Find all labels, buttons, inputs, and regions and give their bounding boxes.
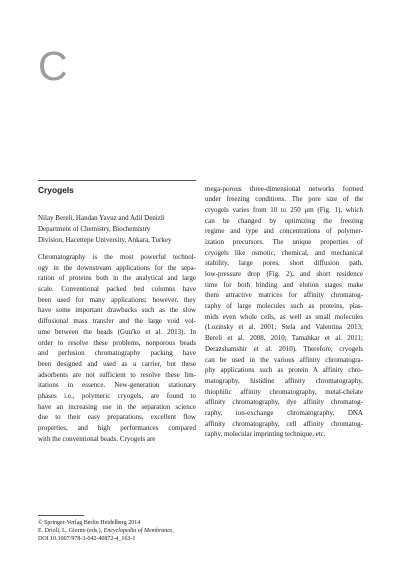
citation-line: [38, 527, 238, 535]
text-line: been designed and used as a carrier, but these: [38, 359, 196, 368]
text-line: Chromatography is the most powerful technol-: [38, 253, 196, 261]
text-line: affinity chromatography, dye affinity chromatog-: [205, 398, 363, 407]
body-column-right: [205, 184, 363, 441]
text-line: matography, histidine affinity chromatography,: [205, 376, 363, 385]
text-line: been used for many applications; however, they: [38, 295, 196, 304]
text-line: have some important drawbacks such as the slow: [38, 306, 196, 315]
text-line: have an increasing use in the separation science: [38, 402, 196, 411]
article-title: Cryogels: [38, 185, 74, 195]
affiliation-line: Department of Chemistry, Biochemistry: [38, 225, 151, 233]
text-line: order to resolve these problems, nonporous beads: [38, 338, 196, 347]
author-names: Nilay Bereli, Handan Yavuz and Adil Denizli: [38, 214, 165, 222]
text-line: mega-porous three-dimensional networks formed: [205, 184, 363, 193]
text-line: raphy, ion-exchange chromatography, DNA: [205, 408, 363, 417]
text-line: cryogels varies from 10 to 250 μm (Fig. 1), which: [205, 205, 363, 214]
citation-comma: ,: [172, 528, 174, 534]
text-line: can be changed by optimizing the freezing: [205, 216, 363, 225]
text-line: time for both binding and elution stages make: [205, 280, 363, 289]
title-rule: [38, 180, 196, 181]
text-line: and perfusion chromatography packing have: [38, 349, 196, 358]
text-line: Derazshamshir et al. 2010). Therefore, cryogels: [205, 344, 363, 353]
text-line: can be used in the various affinity chromatogra-: [205, 355, 363, 364]
text-line: affinity chromatography, cell affinity chromatog-: [205, 419, 363, 428]
text-line: cryogels like osmotic, chemical, and mechanical: [205, 248, 363, 257]
text-line: ume between the beads (Gun'ko et al. 2013). In: [38, 327, 196, 336]
text-line: ogy in the downstream applications for the sepa-: [38, 263, 196, 272]
text-line: ization precursors. The unique properties of: [205, 237, 363, 246]
copyright-line: © Springer-Verlag Berlin Heidelberg 2014: [38, 520, 141, 526]
author-block: [38, 213, 208, 246]
footer: [38, 519, 238, 543]
text-line: them attractive matrices for affinity chromatog-: [205, 291, 363, 300]
text-line: phases i.e., polymeric cryogels, are found to: [38, 391, 196, 400]
text-line: ration of proteins both in the analytical and large: [38, 274, 196, 283]
text-line: thiophilic affinity chromatography, metal-chelate: [205, 387, 363, 396]
affiliation-line: Division, Hacettepe University, Ankara, Turkey: [38, 236, 172, 244]
text-line: regime and type and concentrations of polymer-: [205, 227, 363, 236]
text-line: under freezing conditions. The pore size of the: [205, 195, 363, 204]
text-line: itations in essence. New-generation stationary: [38, 381, 196, 390]
text-line: low-pressure drop (Fig. 2), and short residence: [205, 270, 363, 278]
text-line: stability, large pores, short diffusion path,: [205, 259, 363, 268]
body-column-left: [38, 252, 196, 444]
citation-book-title: Encyclopedia of Membranes: [103, 528, 173, 534]
text-line: (Lozinsky et al. 2001; Stela and Valentina 2013;: [205, 323, 363, 332]
text-line: Bereli et al. 2008, 2010; Tamahkar et al. 2011;: [205, 334, 363, 343]
text-line: raphy, molecular imprinting technique, etc.: [205, 430, 326, 439]
text-line: diffusional mass transfer and the large void vol-: [38, 317, 196, 326]
doi-line: DOI 10.1007/978-3-642-40872-4_163-1: [38, 536, 136, 542]
text-line: scale. Conventional packed bed columns have: [38, 285, 196, 294]
text-line: due to their easy preparations, excellent flow: [38, 413, 196, 422]
text-line: adsorbents are not sufficient to resolve these lim-: [38, 370, 196, 379]
text-line: raphy of large molecules such as proteins, plas-: [205, 302, 363, 311]
text-line: mids even whole cells, as well as small molecules: [205, 312, 363, 321]
text-line: phy applications such as protein A affinity chro-: [205, 366, 363, 375]
citation-editors: E. Drioli, L. Giorno (eds.),: [38, 528, 104, 534]
text-line: properties, and high performances compared: [38, 424, 196, 432]
footer-rule: [38, 515, 84, 516]
section-letter: C: [38, 43, 68, 89]
text-line: with the conventional beads. Cryogels are: [38, 434, 156, 443]
